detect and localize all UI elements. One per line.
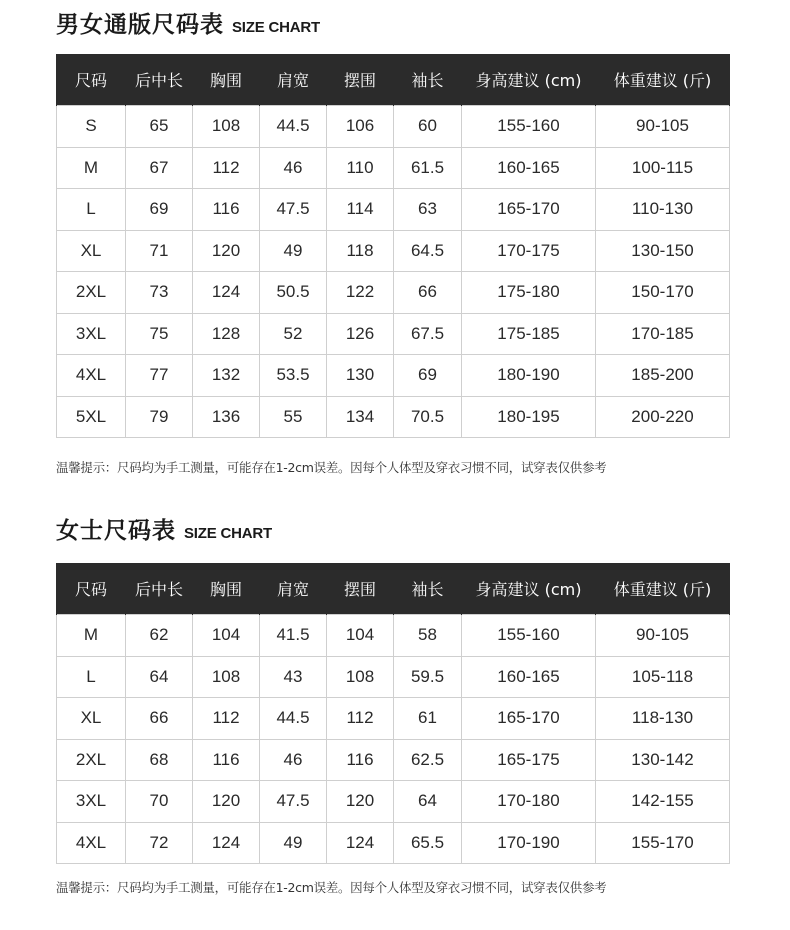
column-header: 胸围: [193, 54, 260, 106]
table-row: [57, 615, 730, 657]
women-title-cn: 女士尺码表: [56, 518, 176, 544]
measurement-cell: 66: [394, 272, 462, 314]
measurement-cell: 110-130: [596, 189, 730, 231]
measurement-cell: 130-142: [596, 739, 730, 781]
measurement-cell: 108: [193, 656, 260, 698]
measurement-cell: 108: [193, 106, 260, 148]
measurement-cell: 155-170: [596, 822, 730, 864]
unisex-title-en: SIZE CHART: [232, 19, 321, 36]
measurement-cell: 77: [126, 355, 193, 397]
measurement-cell: 66: [126, 698, 193, 740]
measurement-cell: 108: [327, 656, 394, 698]
measurement-cell: 55: [260, 396, 327, 438]
measurement-cell: 59.5: [394, 656, 462, 698]
measurement-cell: 170-175: [462, 230, 596, 272]
measurement-cell: 105-118: [596, 656, 730, 698]
women-section-title: [56, 512, 272, 545]
column-header: 胸围: [193, 563, 260, 615]
measurement-cell: 63: [394, 189, 462, 231]
unisex-section-title: [56, 6, 320, 39]
column-header: 袖长: [394, 54, 462, 106]
measurement-cell: 112: [193, 698, 260, 740]
measurement-cell: 61.5: [394, 147, 462, 189]
column-header: 后中长: [126, 54, 193, 106]
measurement-cell: 58: [394, 615, 462, 657]
women-title-en: SIZE CHART: [184, 525, 273, 542]
measurement-cell: 68: [126, 739, 193, 781]
measurement-cell: 175-180: [462, 272, 596, 314]
measurement-cell: 118: [327, 230, 394, 272]
measurement-cell: 120: [193, 781, 260, 823]
size-cell: L: [57, 189, 126, 231]
measurement-cell: 118-130: [596, 698, 730, 740]
size-cell: 2XL: [57, 272, 126, 314]
column-header: 身高建议 (cm): [462, 54, 596, 106]
women-size-table: [56, 563, 730, 864]
measurement-cell: 142-155: [596, 781, 730, 823]
table-row: [57, 739, 730, 781]
column-header: 后中长: [126, 563, 193, 615]
unisex-note: 温馨提示：尺码均为手工测量，可能存在1-2cm误差。因每个人体型及穿衣习惯不同，试穿表仅供参考: [56, 460, 607, 475]
measurement-cell: 65: [126, 106, 193, 148]
measurement-cell: 79: [126, 396, 193, 438]
measurement-cell: 180-190: [462, 355, 596, 397]
measurement-cell: 185-200: [596, 355, 730, 397]
measurement-cell: 47.5: [260, 189, 327, 231]
table-row: [57, 396, 730, 438]
table-header-row: [57, 563, 730, 615]
measurement-cell: 60: [394, 106, 462, 148]
column-header: 尺码: [57, 54, 126, 106]
size-cell: S: [57, 106, 126, 148]
column-header: 体重建议 (斤): [596, 563, 730, 615]
measurement-cell: 112: [193, 147, 260, 189]
measurement-cell: 72: [126, 822, 193, 864]
size-cell: 3XL: [57, 313, 126, 355]
measurement-cell: 128: [193, 313, 260, 355]
measurement-cell: 114: [327, 189, 394, 231]
table-header-row: [57, 54, 730, 106]
measurement-cell: 50.5: [260, 272, 327, 314]
measurement-cell: 69: [394, 355, 462, 397]
measurement-cell: 65.5: [394, 822, 462, 864]
measurement-cell: 122: [327, 272, 394, 314]
measurement-cell: 41.5: [260, 615, 327, 657]
measurement-cell: 180-195: [462, 396, 596, 438]
measurement-cell: 165-170: [462, 698, 596, 740]
column-header: 摆围: [327, 54, 394, 106]
measurement-cell: 130: [327, 355, 394, 397]
measurement-cell: 116: [193, 739, 260, 781]
measurement-cell: 120: [327, 781, 394, 823]
measurement-cell: 62.5: [394, 739, 462, 781]
measurement-cell: 52: [260, 313, 327, 355]
table-row: [57, 272, 730, 314]
measurement-cell: 160-165: [462, 147, 596, 189]
measurement-cell: 70: [126, 781, 193, 823]
measurement-cell: 175-185: [462, 313, 596, 355]
size-cell: 3XL: [57, 781, 126, 823]
table-row: [57, 189, 730, 231]
table-row: [57, 313, 730, 355]
measurement-cell: 75: [126, 313, 193, 355]
measurement-cell: 132: [193, 355, 260, 397]
measurement-cell: 136: [193, 396, 260, 438]
table-row: [57, 656, 730, 698]
measurement-cell: 165-170: [462, 189, 596, 231]
measurement-cell: 62: [126, 615, 193, 657]
measurement-cell: 53.5: [260, 355, 327, 397]
table-row: [57, 106, 730, 148]
measurement-cell: 104: [327, 615, 394, 657]
column-header: 袖长: [394, 563, 462, 615]
measurement-cell: 170-190: [462, 822, 596, 864]
size-cell: 5XL: [57, 396, 126, 438]
table-row: [57, 781, 730, 823]
size-cell: XL: [57, 230, 126, 272]
women-note: 温馨提示：尺码均为手工测量，可能存在1-2cm误差。因每个人体型及穿衣习惯不同，试穿表仅供参考: [56, 880, 607, 895]
measurement-cell: 71: [126, 230, 193, 272]
size-cell: M: [57, 615, 126, 657]
column-header: 身高建议 (cm): [462, 563, 596, 615]
unisex-title-cn: 男女通版尺码表: [56, 12, 224, 38]
size-cell: L: [57, 656, 126, 698]
measurement-cell: 155-160: [462, 106, 596, 148]
measurement-cell: 134: [327, 396, 394, 438]
measurement-cell: 90-105: [596, 615, 730, 657]
measurement-cell: 46: [260, 147, 327, 189]
measurement-cell: 47.5: [260, 781, 327, 823]
measurement-cell: 49: [260, 822, 327, 864]
measurement-cell: 44.5: [260, 698, 327, 740]
measurement-cell: 170-185: [596, 313, 730, 355]
measurement-cell: 70.5: [394, 396, 462, 438]
measurement-cell: 100-115: [596, 147, 730, 189]
measurement-cell: 43: [260, 656, 327, 698]
table-row: [57, 147, 730, 189]
measurement-cell: 124: [193, 272, 260, 314]
unisex-size-table: [56, 54, 730, 438]
measurement-cell: 116: [327, 739, 394, 781]
column-header: 尺码: [57, 563, 126, 615]
measurement-cell: 170-180: [462, 781, 596, 823]
measurement-cell: 46: [260, 739, 327, 781]
measurement-cell: 110: [327, 147, 394, 189]
measurement-cell: 160-165: [462, 656, 596, 698]
size-cell: XL: [57, 698, 126, 740]
measurement-cell: 165-175: [462, 739, 596, 781]
column-header: 体重建议 (斤): [596, 54, 730, 106]
size-cell: M: [57, 147, 126, 189]
measurement-cell: 61: [394, 698, 462, 740]
measurement-cell: 150-170: [596, 272, 730, 314]
measurement-cell: 126: [327, 313, 394, 355]
measurement-cell: 73: [126, 272, 193, 314]
measurement-cell: 200-220: [596, 396, 730, 438]
table-row: [57, 698, 730, 740]
measurement-cell: 64: [394, 781, 462, 823]
column-header: 肩宽: [260, 563, 327, 615]
measurement-cell: 64: [126, 656, 193, 698]
measurement-cell: 112: [327, 698, 394, 740]
measurement-cell: 67: [126, 147, 193, 189]
measurement-cell: 120: [193, 230, 260, 272]
column-header: 肩宽: [260, 54, 327, 106]
measurement-cell: 116: [193, 189, 260, 231]
measurement-cell: 90-105: [596, 106, 730, 148]
measurement-cell: 155-160: [462, 615, 596, 657]
table-row: [57, 230, 730, 272]
measurement-cell: 67.5: [394, 313, 462, 355]
measurement-cell: 69: [126, 189, 193, 231]
table-row: [57, 822, 730, 864]
measurement-cell: 124: [193, 822, 260, 864]
measurement-cell: 130-150: [596, 230, 730, 272]
measurement-cell: 49: [260, 230, 327, 272]
measurement-cell: 64.5: [394, 230, 462, 272]
measurement-cell: 106: [327, 106, 394, 148]
size-cell: 4XL: [57, 355, 126, 397]
measurement-cell: 104: [193, 615, 260, 657]
measurement-cell: 44.5: [260, 106, 327, 148]
size-cell: 4XL: [57, 822, 126, 864]
measurement-cell: 124: [327, 822, 394, 864]
size-cell: 2XL: [57, 739, 126, 781]
table-row: [57, 355, 730, 397]
column-header: 摆围: [327, 563, 394, 615]
